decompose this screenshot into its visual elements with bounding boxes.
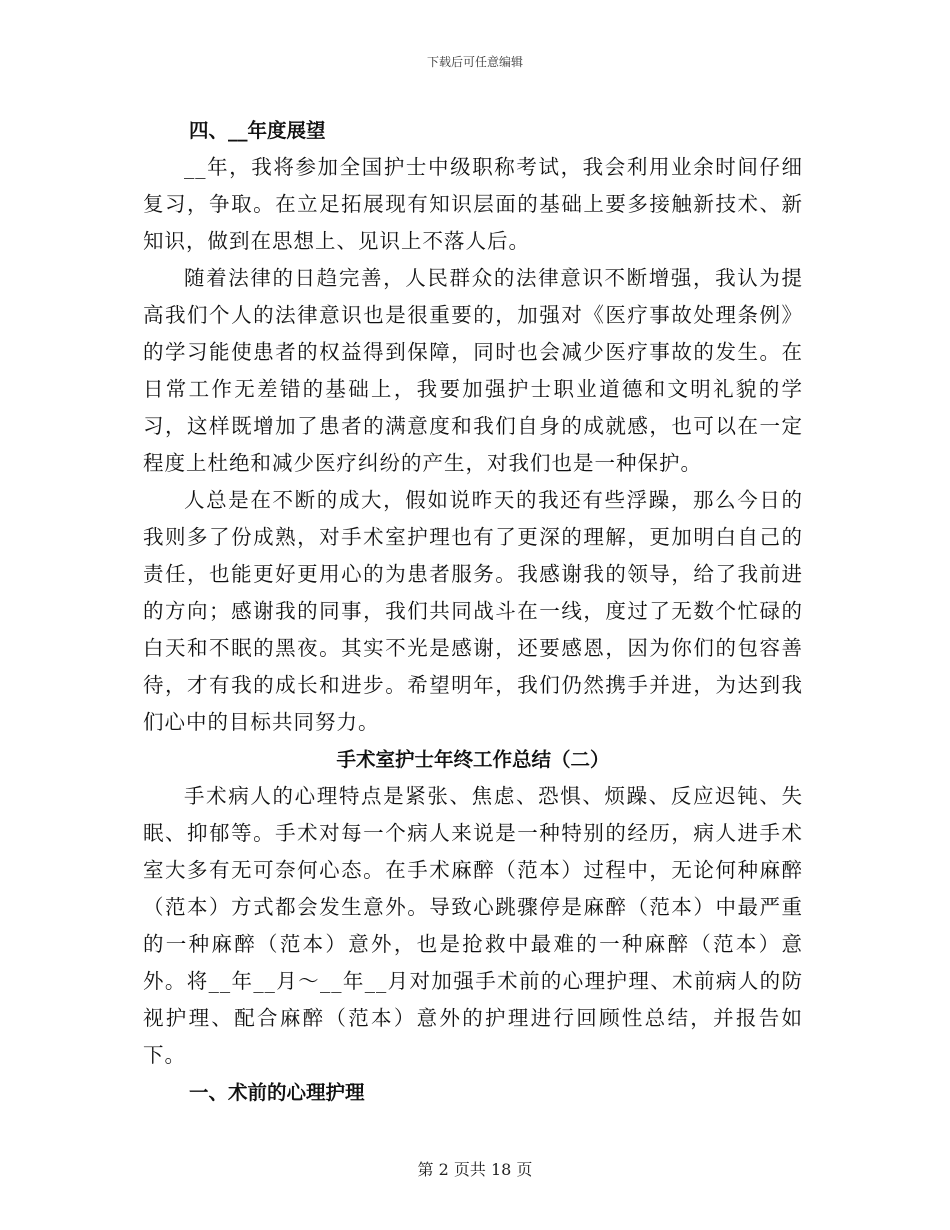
paragraph: 随着法律的日趋完善，人民群众的法律意识不断增强，我认为提高我们个人的法律意识也是很重要的，加强对《医疗事故处理条例》的学习能使患者的权益得到保障，同时也会减少医疗事故的发生。在日常工作无差错的基础上，我要加强护士职业道德和文明礼貌的学习，这样既增加了患者的满意度和我们自身的成就感，也可以在一定程度上杜绝和减少医疗纠纷的产生，对我们也是一种保护。	[143, 266, 803, 475]
paragraph: 人总是在不断的成大，假如说昨天的我还有些浮躁，那么今日的我则多了份成熟，对手术室护理也有了更深的理解，更加明白自己的责任，也能更好更用心的为患者服务。我感谢我的领导，给了我前进的方向；感谢我的同事，我们共同战斗在一线，度过了无数个忙碌的白天和不眠的黑夜。其实不光是感谢，还要感恩，因为你们的包容善待，才有我的成长和进步。希望明年，我们仍然携手并进，为达到我们心中的目标共同努力。	[143, 488, 803, 734]
page-header: 下载后可任意编辑	[426, 55, 523, 69]
section-heading-preop: 一、术前的心理护理	[189, 1081, 365, 1104]
document-title: 手术室护士年终工作总结（二）	[336, 748, 610, 771]
paragraph: __年，我将参加全国护士中级职称考试，我会利用业余时间仔细复习，争取。在立足拓展现有知识层面的基础上要多接触新技术、新知识，做到在思想上、见识上不落人后。	[143, 155, 803, 253]
paragraph: 手术病人的心理特点是紧张、焦虑、恐惧、烦躁、反应迟钝、失眠、抑郁等。手术对每一个病人来说是一种特别的经历，病人进手术室大多有无可奈何心态。在手术麻醉（范本）过程中，无论何种麻醉（范本）方式都会发生意外。导致心跳骤停是麻醉（范本）中最严重的一种麻醉（范本）意外，也是抢救中最难的一种麻醉（范本）意外。将__年__月～__年__月对加强手术前的心理护理、术前病人的防视护理、配合麻醉（范本）意外的护理进行回顾性总结，并报告如下。	[143, 784, 803, 1067]
page-number: 第 2 页共 18 页	[417, 1160, 533, 1179]
document-body	[143, 112, 803, 1111]
section-heading-outlook: 四、__年度展望	[189, 119, 326, 142]
